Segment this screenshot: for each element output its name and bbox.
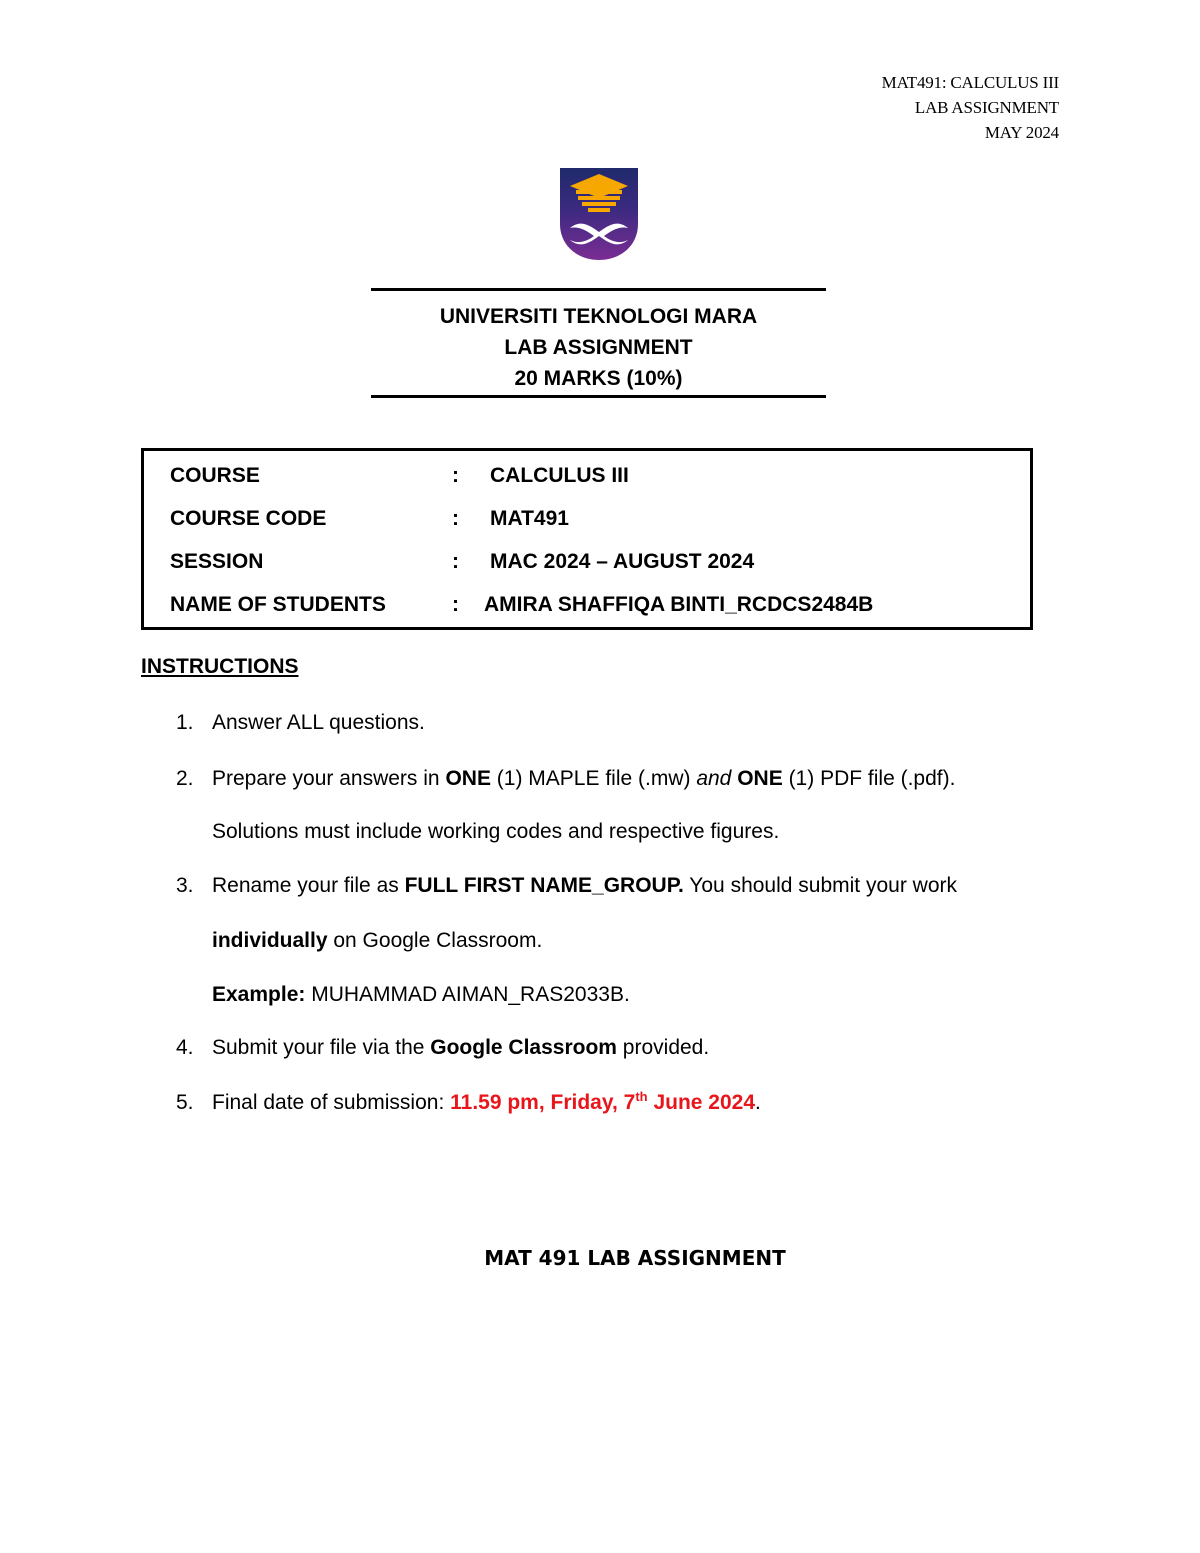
section-title: MAT 491 LAB ASSIGNMENT [484, 1246, 786, 1270]
info-label: NAME OF STUDENTS [170, 593, 386, 616]
item-number: 1. [176, 711, 194, 734]
info-value: CALCULUS III [490, 464, 629, 487]
text-run: Final date of submission: [212, 1091, 451, 1114]
deadline-run: June 2024 [647, 1091, 756, 1114]
text-run: . [755, 1091, 761, 1114]
info-label: SESSION [170, 550, 264, 573]
item-number: 4. [176, 1036, 194, 1059]
item-text [212, 764, 955, 794]
item-text [212, 1033, 709, 1063]
item-text [212, 871, 957, 901]
bold-run: Example: [212, 983, 306, 1006]
text-run: provided. [616, 1036, 710, 1059]
item-example [212, 980, 630, 1010]
info-colon: : [452, 593, 459, 616]
header-course: MAT491: CALCULUS III [881, 73, 1059, 92]
instructions-heading: INSTRUCTIONS [141, 655, 299, 678]
running-header [882, 70, 1059, 145]
bold-run: ONE [737, 767, 783, 790]
deadline-text [450, 1091, 755, 1114]
title-rule-bottom [371, 395, 826, 398]
bold-run: FULL FIRST NAME_GROUP. [404, 874, 684, 897]
text-run: (1) MAPLE file (.mw) [490, 767, 697, 790]
item-continuation [212, 926, 542, 956]
title-rule-top [371, 288, 826, 291]
italic-run: and [696, 767, 732, 790]
info-colon: : [452, 464, 459, 487]
text-run: You should submit your work [683, 874, 957, 897]
title-block [371, 301, 826, 394]
uitm-crest-logo [558, 166, 640, 262]
item-number: 3. [176, 874, 194, 897]
ordinal-suffix: th [635, 1089, 648, 1104]
text-run: Submit your file via the [212, 1036, 431, 1059]
text-run: Rename your file as [212, 874, 405, 897]
text-run: (1) PDF file (.pdf). [782, 767, 956, 790]
deadline-run: 11.59 pm, Friday, 7 [450, 1091, 636, 1114]
text-run: MUHAMMAD AIMAN_RAS2033B. [305, 983, 630, 1006]
marks-label: 20 MARKS (10%) [514, 367, 683, 390]
item-continuation: Solutions must include working codes and respective figures. [212, 820, 780, 843]
course-info-box [141, 448, 1033, 630]
item-text [212, 1088, 761, 1118]
bold-run: individually [212, 929, 328, 952]
bold-run: Google Classroom [430, 1036, 617, 1059]
item-number: 2. [176, 767, 194, 790]
item-text: Answer ALL questions. [212, 711, 425, 734]
text-run: on Google Classroom. [327, 929, 543, 952]
info-value: AMIRA SHAFFIQA BINTI_RCDCS2484B [484, 593, 874, 616]
info-label: COURSE CODE [170, 507, 327, 530]
header-assignment: LAB ASSIGNMENT [914, 98, 1059, 117]
item-number: 5. [176, 1091, 194, 1114]
assignment-title: LAB ASSIGNMENT [504, 336, 693, 359]
info-value: MAC 2024 – AUGUST 2024 [490, 550, 755, 573]
info-value: MAT491 [490, 507, 569, 530]
text-run: Prepare your answers in [212, 767, 446, 790]
bold-run: ONE [445, 767, 491, 790]
header-date: MAY 2024 [984, 123, 1059, 142]
info-colon: : [452, 507, 459, 530]
university-name: UNIVERSITI TEKNOLOGI MARA [439, 305, 758, 328]
info-label: COURSE [170, 464, 260, 487]
info-colon: : [452, 550, 459, 573]
